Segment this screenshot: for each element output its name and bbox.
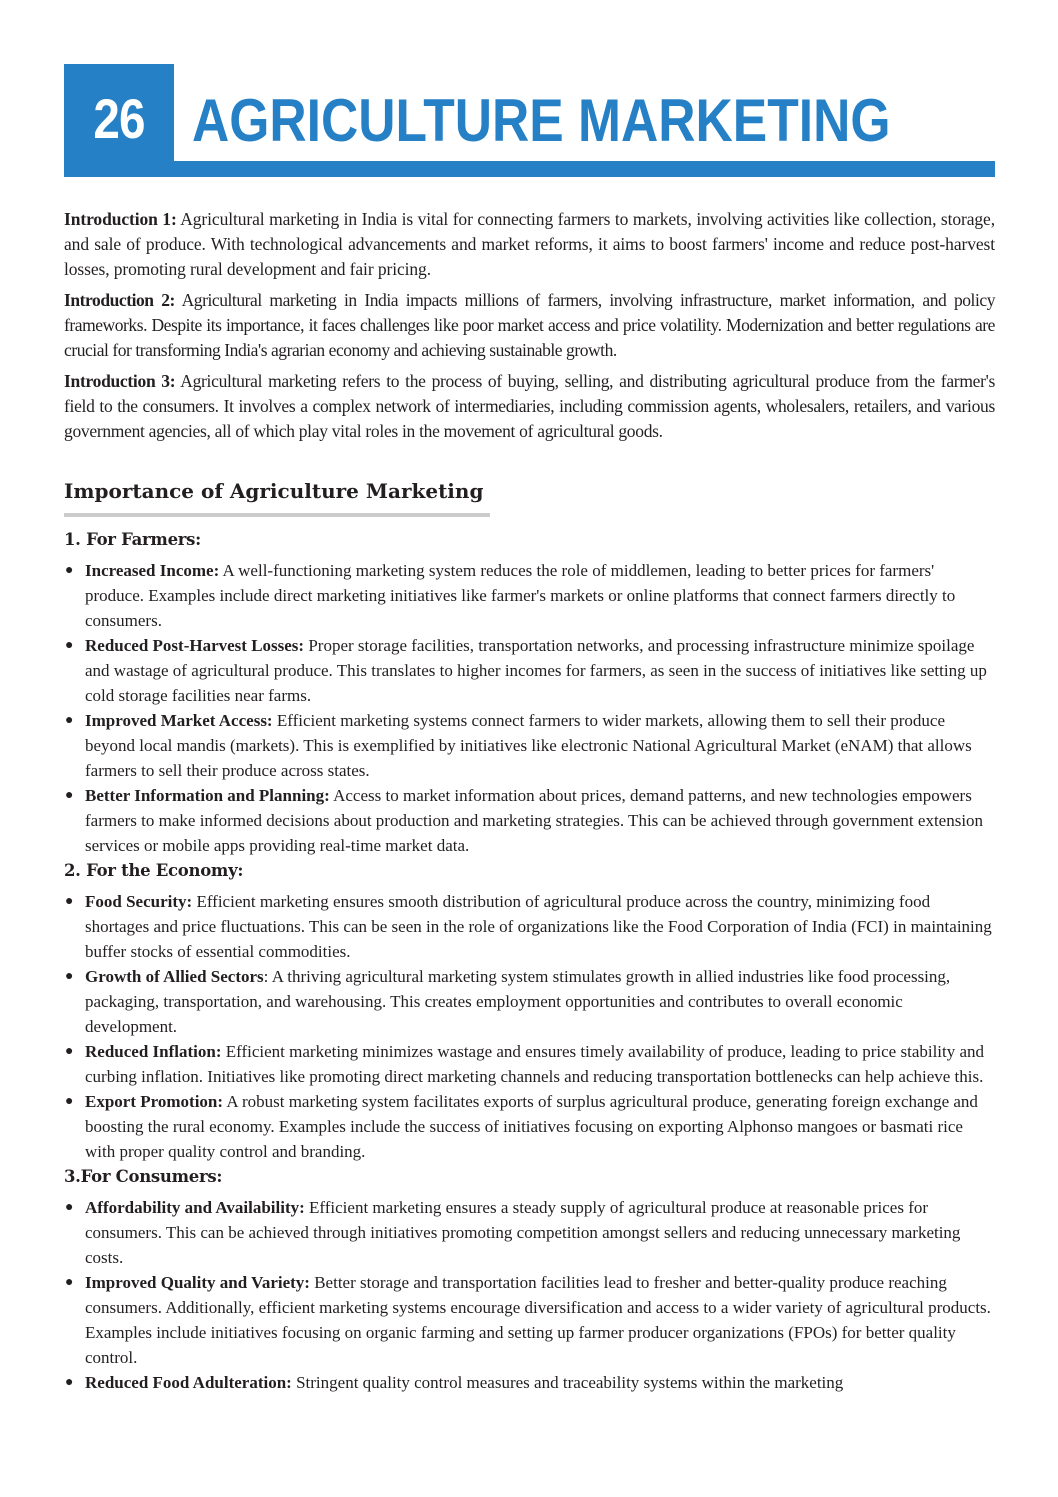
list-item <box>64 1039 995 1089</box>
item-text: : A thriving agricultural marketing system stimulates growth in allied industries like food processing, packaging, transportation, and warehousing. This creates employment opportunities and contributes to overall economic development. <box>85 967 951 1036</box>
item-text: Proper storage facilities, transportation networks, and processing infrastructure minimize spoilage and wastage of agricultural produce. This translates to higher incomes for farmers, as seen in the success of initiatives like setting up cold storage facilities near farms. <box>85 636 987 705</box>
bullet-icon: ● <box>65 1044 74 1059</box>
item-text: Better storage and transportation facilities lead to fresher and better-quality produce reaching consumers. Additionally, efficient marketing systems encourage diversification and access to a wider variety of agricultural products. Examples include initiatives focusing on organic farming and setting up farmer producer organizations (FPOs) for better quality control. <box>85 1273 991 1367</box>
introduction-1 <box>64 207 995 282</box>
bullet-icon: ● <box>65 1094 74 1109</box>
list-item <box>64 558 995 633</box>
list-item <box>64 964 995 1039</box>
item-label: Export Promotion: <box>85 1092 224 1111</box>
page-content <box>64 207 995 1395</box>
subsection-heading-farmers: 1. For Farmers: <box>64 530 201 549</box>
list-economy <box>64 889 995 1164</box>
subsection-heading-economy: 2. For the Economy: <box>64 861 244 880</box>
item-text: Access to market information about prices, demand patterns, and new technologies empowers farmers to make informed decisions about production and marketing strategies. This can be achieved through government extension services or mobile apps providing real-time market data. <box>85 786 984 855</box>
item-label: Affordability and Availability: <box>85 1198 305 1217</box>
list-item <box>64 1195 995 1270</box>
intro-text: Agricultural marketing refers to the process of buying, selling, and distributing agricultural produce from the farmer's field to the consumers. It involves a complex network of intermediaries, including commission agents, wholesalers, retailers, and various government agencies, all of which play vital roles in the movement of agricultural goods. <box>64 371 995 441</box>
bullet-icon: ● <box>65 1375 74 1390</box>
bullet-icon: ● <box>65 969 74 984</box>
chapter-number-box <box>64 64 174 177</box>
bullet-icon: ● <box>65 1275 74 1290</box>
item-label: Reduced Inflation: <box>85 1042 222 1061</box>
list-item <box>64 1370 995 1395</box>
section-title: Importance of Agriculture Marketing <box>64 479 484 503</box>
item-text: A well-functioning marketing system reduces the role of middlemen, leading to better prices for farmers' produce. Examples include direct marketing initiatives like farmer's markets or online platforms that connect farmers directly to consumers. <box>85 561 956 630</box>
intro-label: Introduction 2: <box>64 290 175 310</box>
list-item <box>64 1089 995 1164</box>
item-label: Better Information and Planning: <box>85 786 330 805</box>
introduction-2 <box>64 288 995 363</box>
list-consumers <box>64 1195 995 1395</box>
item-text: Efficient marketing minimizes wastage and ensures timely availability of produce, leading to price stability and curbing inflation. Initiatives like promoting direct marketing channels and reducing transportation bottlenecks can help achieve this. <box>85 1042 985 1086</box>
title-underline-bar <box>174 161 995 177</box>
item-label: Increased Income: <box>85 561 220 580</box>
intro-label: Introduction 3: <box>64 371 176 391</box>
list-item <box>64 889 995 964</box>
intro-text: Agricultural marketing in India impacts millions of farmers, involving infrastructure, market information, and policy frameworks. Despite its importance, it faces challenges like poor market access and price volatility. Modernization and better regulations are crucial for transforming India's agrarian economy and achieving sustainable growth. <box>64 290 995 360</box>
chapter-title: AGRICULTURE MARKETING <box>192 87 891 154</box>
intro-label: Introduction 1: <box>64 209 177 229</box>
list-farmers <box>64 558 995 858</box>
bullet-icon: ● <box>65 1200 74 1215</box>
bullet-icon: ● <box>65 894 74 909</box>
item-text: A robust marketing system facilitates exports of surplus agricultural produce, generating foreign exchange and boosting the rural economy. Examples include the success of initiatives focusing on exporting Alphonso mangoes or basmati rice with proper quality control and branding. <box>85 1092 978 1161</box>
item-label: Reduced Food Adulteration: <box>85 1373 292 1392</box>
item-label: Improved Quality and Variety: <box>85 1273 310 1292</box>
list-item <box>64 708 995 783</box>
bullet-icon: ● <box>65 638 74 653</box>
item-text: Efficient marketing ensures a steady supply of agricultural produce at reasonable prices for consumers. This can be achieved through initiatives promoting competition amongst sellers and reducing unnecessary marketing costs. <box>85 1198 961 1267</box>
list-item <box>64 783 995 858</box>
intro-text: Agricultural marketing in India is vital for connecting farmers to markets, involving activities like collection, storage, and sale of produce. With technological advancements and market reforms, it aims to boost farmers' income and reduce post-harvest losses, promoting rural development and fair pricing. <box>64 209 995 279</box>
list-item <box>64 633 995 708</box>
item-label: Growth of Allied Sectors <box>85 967 264 986</box>
item-text: Stringent quality control measures and traceability systems within the marketing <box>291 1373 844 1392</box>
bullet-icon: ● <box>65 788 74 803</box>
bullet-icon: ● <box>65 563 74 578</box>
item-text: Efficient marketing ensures smooth distribution of agricultural produce across the country, minimizing food shortages and price fluctuations. This can be seen in the role of organizations like the Food Corporation of India (FCI) in maintaining buffer stocks of essential commodities. <box>85 892 992 961</box>
list-item <box>64 1270 995 1370</box>
chapter-header <box>64 64 995 177</box>
bullet-icon: ● <box>65 713 74 728</box>
item-label: Food Security: <box>85 892 193 911</box>
subsection-heading-consumers: 3.For Consumers: <box>64 1167 223 1186</box>
item-label: Reduced Post-Harvest Losses: <box>85 636 305 655</box>
chapter-number: 26 <box>93 87 145 150</box>
item-label: Improved Market Access: <box>85 711 273 730</box>
item-text: Efficient marketing systems connect farmers to wider markets, allowing them to sell their produce beyond local mandis (markets). This is exemplified by initiatives like electronic National Agricultural Market (eNAM) that allows farmers to sell their produce across states. <box>85 711 972 780</box>
introduction-3 <box>64 369 995 444</box>
section-title-rule <box>64 513 490 517</box>
